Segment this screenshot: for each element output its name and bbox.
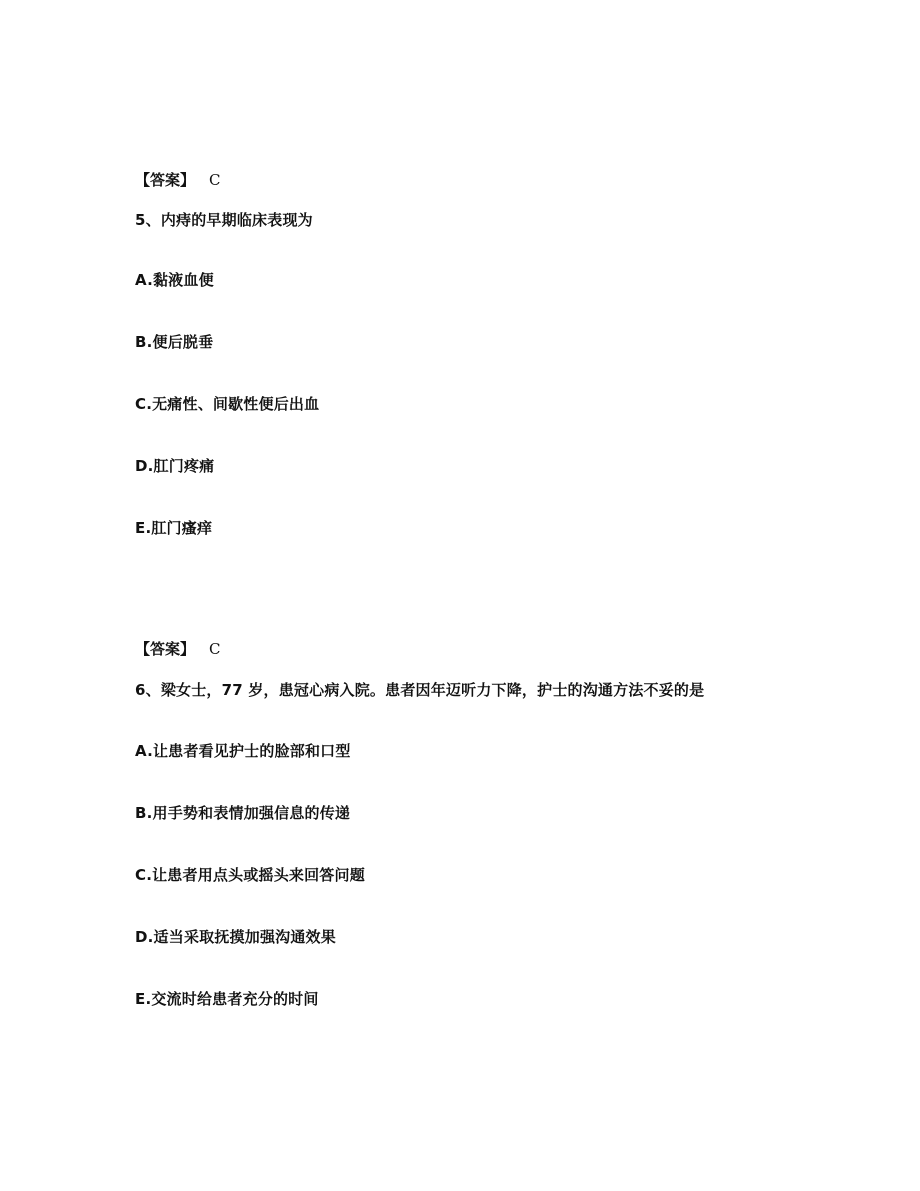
option-d: D.适当采取抚摸加强沟通效果	[135, 928, 336, 946]
option-a: A.让患者看见护士的脸部和口型	[135, 742, 351, 760]
option-b: B.便后脱垂	[135, 333, 214, 351]
option-e: E.交流时给患者充分的时间	[135, 990, 319, 1008]
option-e: E.肛门瘙痒	[135, 519, 213, 537]
answer-label: 【答案】	[135, 171, 196, 189]
answer-value: C	[209, 640, 221, 658]
answer-line	[135, 170, 221, 190]
option-b: B.用手势和表情加强信息的传递	[135, 804, 351, 822]
option-c: C.让患者用点头或摇头来回答问题	[135, 866, 365, 884]
option-a: A.黏液血便	[135, 271, 214, 289]
option-c: C.无痛性、间歇性便后出血	[135, 395, 320, 413]
answer-value: C	[209, 171, 221, 189]
answer-label: 【答案】	[135, 640, 196, 658]
option-d: D.肛门疼痛	[135, 457, 215, 475]
answer-line	[135, 639, 221, 659]
question-text: 5、内痔的早期临床表现为	[135, 211, 313, 229]
question-text: 6、梁女士，77 岁，患冠心病入院。患者因年迈听力下降，护士的沟通方法不妥的是	[135, 681, 705, 699]
